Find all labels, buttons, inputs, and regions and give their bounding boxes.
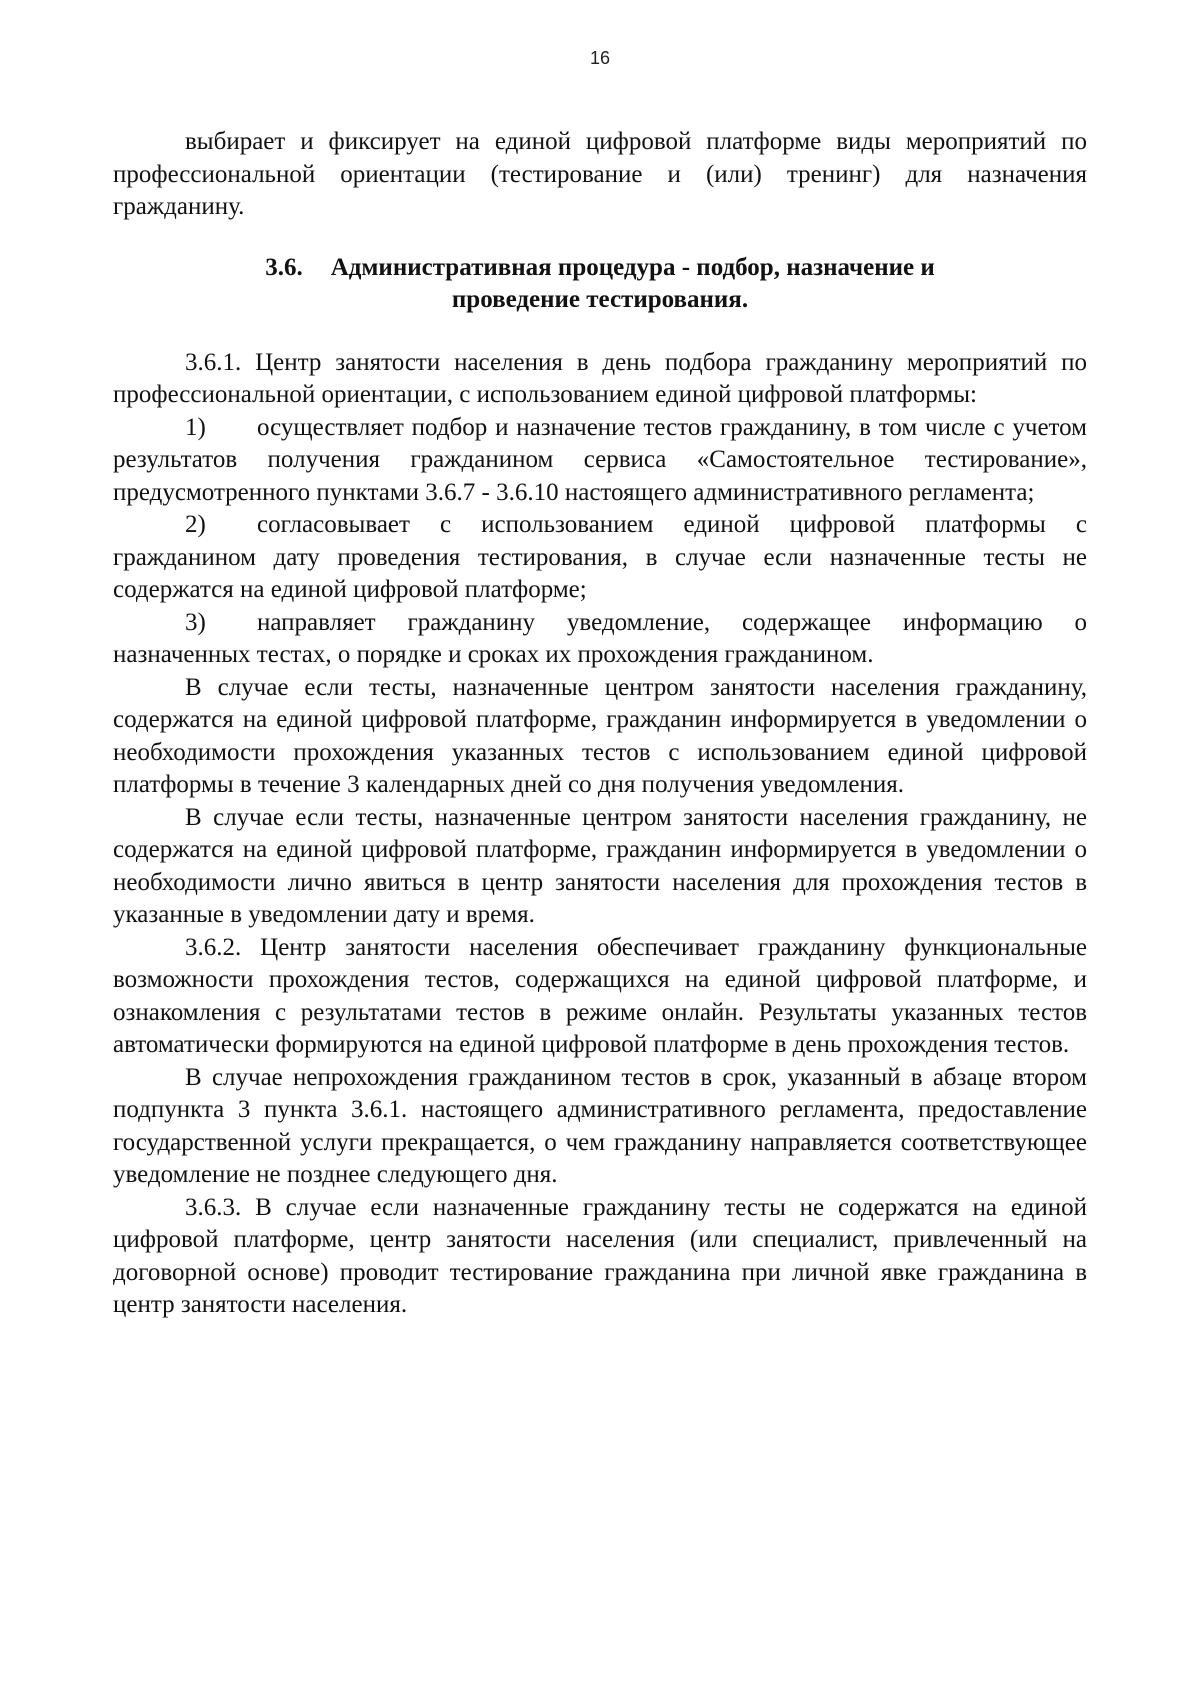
section-heading	[113, 252, 1087, 317]
list-item-2-text: согласовывает с использованием единой цифровой платформы с гражданином дату проведения тестирования, в случае если назначенные тесты не содержатся на единой цифровой платформе;	[113, 511, 1087, 603]
list-item-2-mark: 2)	[185, 511, 206, 538]
section-title-line-2: проведение тестирования.	[451, 286, 749, 313]
list-item-1-text: осуществляет подбор и назначение тестов гражданину, в том числе с учетом результатов получения гражданином сервиса «Самостоятельное тестирование», предусмотренного пунктами 3.6.7 - 3.6.10 настоящего административного регламента;	[113, 413, 1087, 506]
list-item-1	[113, 412, 1087, 510]
document-body	[113, 126, 1087, 1322]
intro-paragraph: выбирает и фиксирует на единой цифровой платформе виды мероприятий по профессиональной ориентации (тестирование и (или) тренинг) для назначения гражданину.	[113, 128, 1087, 220]
paragraph-non-completion: В случае непрохождения гражданином тестов в срок, указанный в абзаце втором подпункта 3 пункта 3.6.1. настоящего административного регламента, предоставление государственной услуги прекращается, о чем гражданину направляется соответствующее уведомление не позднее следующего дня.	[113, 1063, 1087, 1188]
list-item-3-text: направляет гражданину уведомление, содержащее информацию о назначенных тестах, о порядке и сроках их прохождения гражданином.	[113, 608, 1087, 668]
section-heading-line-1	[113, 252, 1087, 285]
list-item-1-mark: 1)	[185, 413, 206, 441]
section-number: 3.6.	[265, 253, 303, 281]
paragraph-3-6-1-lead: 3.6.1. Центр занятости населения в день подбора гражданину мероприятий по профессиональной ориентации, с использованием единой цифровой платформы:	[113, 348, 1087, 408]
list-item-2	[113, 509, 1087, 607]
paragraph-case-not-contained: В случае если тесты, назначенные центром занятости населения гражданину, не содержатся на единой цифровой платформе, гражданин информируется в уведомлении о необходимости лично явиться в центр занятости населения для прохождения тестов в указанные в уведомлении дату и время.	[113, 803, 1087, 928]
list-item-3	[113, 607, 1087, 672]
paragraph-case-contained: В случае если тесты, назначенные центром занятости населения гражданину, содержатся на единой цифровой платформе, гражданин информируется в уведомлении о необходимости прохождения указанных тестов с использованием единой цифровой платформы в течение 3 календарных дней со дня получения уведомления.	[113, 673, 1087, 798]
paragraph-3-6-2: 3.6.2. Центр занятости населения обеспечивает гражданину функциональные возможности прохождения тестов, содержащихся на единой цифровой платформе, и ознакомления с результатами тестов в режиме онлайн. Результаты указанных тестов автоматически формируются на единой цифровой платформе в день прохождения тестов.	[113, 933, 1087, 1058]
list-item-3-mark: 3)	[185, 608, 206, 636]
paragraph-3-6-3: 3.6.3. В случае если назначенные гражданину тесты не содержатся на единой цифровой платформе, центр занятости населения (или специалист, привлеченный на договорной основе) проводит тестирование гражданина при личной явке гражданина в центр занятости населения.	[113, 1193, 1087, 1318]
section-title-line-1: Административная процедура - подбор, назначение и	[330, 253, 935, 281]
page-number: 16	[589, 48, 611, 68]
